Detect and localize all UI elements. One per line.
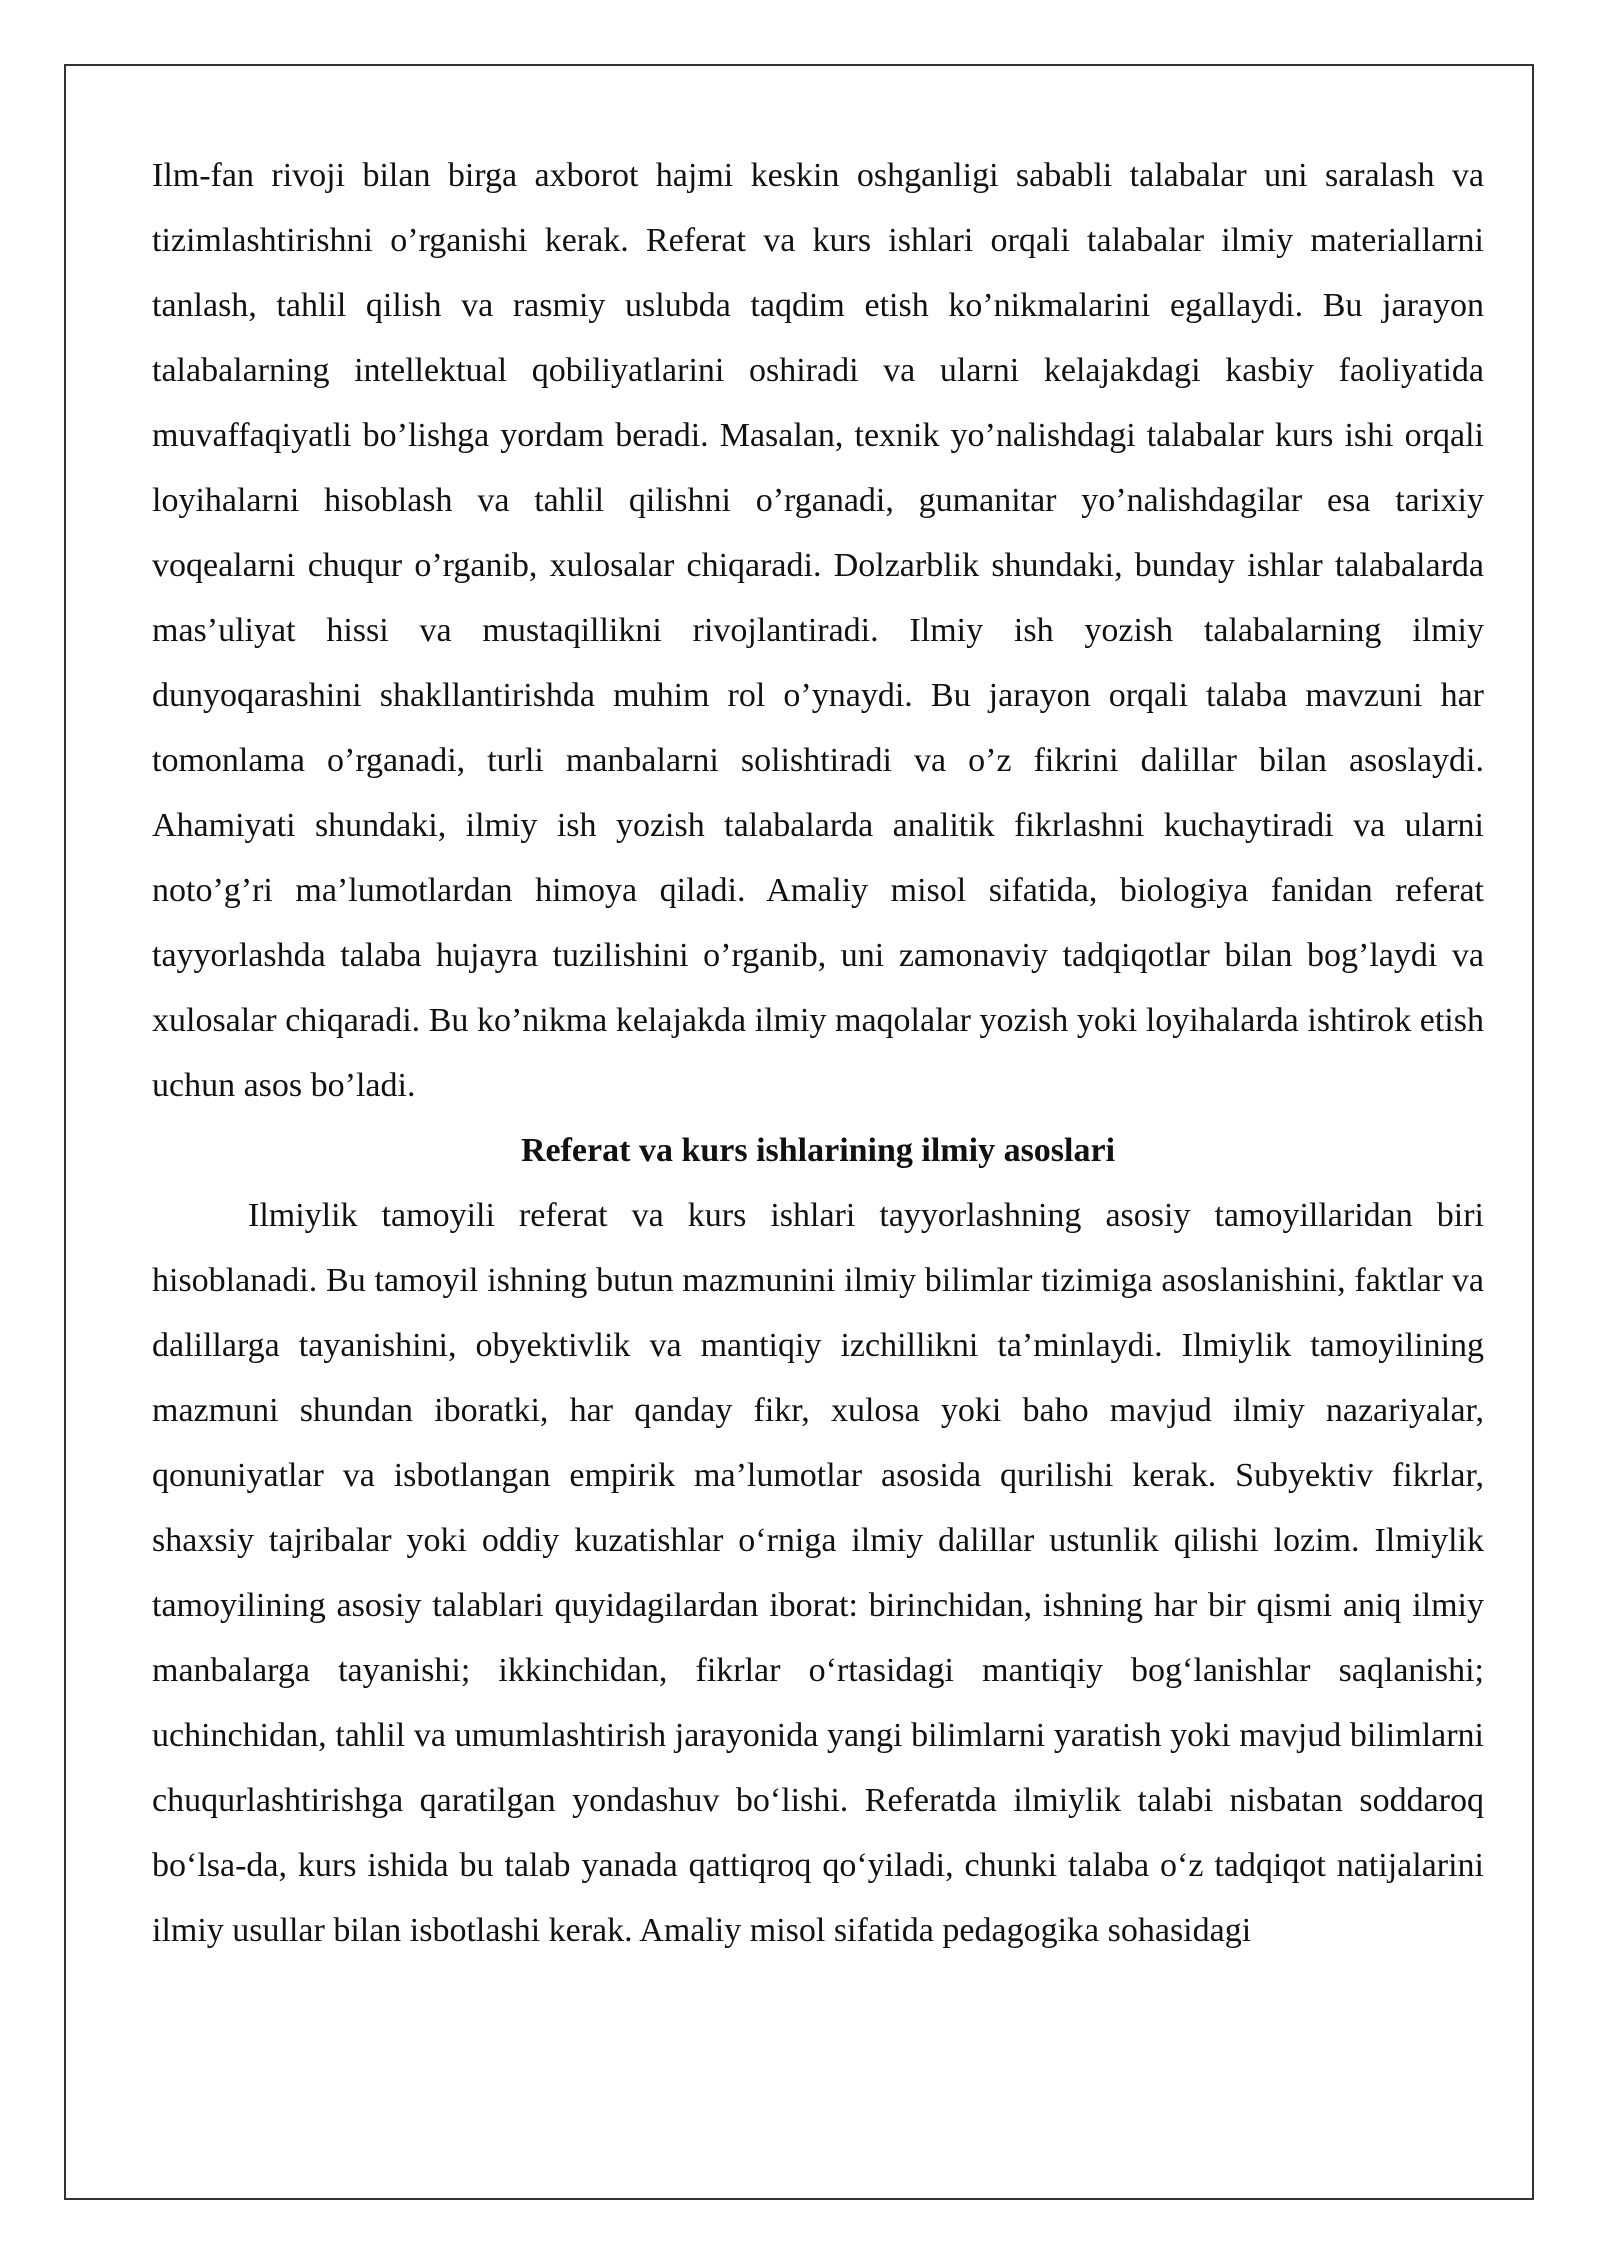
page-content: [152, 143, 1484, 1963]
body-paragraph-2: Ilmiylik tamoyili referat va kurs ishlari tayyorlashning asosiy tamoyillaridan biri hisoblanadi. Bu tamoyil ishning butun mazmunini ilmiy bilimlar tizimiga asoslanishini, faktlar va dalillarga tayanishini, obyektivlik va mantiqiy izchillikni ta’minlaydi. Ilmiylik tamoyilining mazmuni shundan iboratki, har qanday fikr, xulosa yoki baho mavjud ilmiy nazariyalar, qonuniyatlar va isbotlangan empirik ma’lumotlar asosida qurilishi kerak. Subyektiv fikrlar, shaxsiy tajribalar yoki oddiy kuzatishlar o‘rniga ilmiy dalillar ustunlik qilishi lozim. Ilmiylik tamoyilining asosiy talablari quyidagilardan iborat: birinchidan, ishning har bir qismi aniq ilmiy manbalarga tayanishi; ikkinchidan, fikrlar o‘rtasidagi mantiqiy bog‘lanishlar saqlanishi; uchinchidan, tahlil va umumlashtirish jarayonida yangi bilimlarni yaratish yoki mavjud bilimlarni chuqurlashtirishga qaratilgan yondashuv bo‘lishi. Referatda ilmiylik talabi nisbatan soddaroq bo‘lsa-da, kurs ishida bu talab yanada qattiqroq qo‘yiladi, chunki talaba o‘z tadqiqot natijalarini ilmiy usullar bilan isbotlashi kerak. Amaliy misol sifatida pedagogika sohasidagi: [152, 1197, 1484, 1949]
section-heading: Referat va kurs ishlarining ilmiy asoslari: [520, 1132, 1116, 1169]
body-paragraph-1: Ilm-fan rivoji bilan birga axborot hajmi keskin oshganligi sababli talabalar uni saralash va tizimlashtirishni o’rganishi kerak. Referat va kurs ishlari orqali talabalar ilmiy materiallarni tanlash, tahlil qilish va rasmiy uslubda taqdim etish ko’nikmalarini egallaydi. Bu jarayon talabalarning intellektual qobiliyatlarini oshiradi va ularni kelajakdagi kasbiy faoliyatida muvaffaqiyatli bo’lishga yordam beradi. Masalan, texnik yo’nalishdagi talabalar kurs ishi orqali loyihalarni hisoblash va tahlil qilishni o’rganadi, gumanitar yo’nalishdagilar esa tarixiy voqealarni chuqur o’rganib, xulosalar chiqaradi. Dolzarblik shundaki, bunday ishlar talabalarda mas’uliyat hissi va mustaqillikni rivojlantiradi. Ilmiy ish yozish talabalarning ilmiy dunyoqarashini shakllantirishda muhim rol o’ynaydi. Bu jarayon orqali talaba mavzuni har tomonlama o’rganadi, turli manbalarni solishtiradi va o’z fikrini dalillar bilan asoslaydi. Ahamiyati shundaki, ilmiy ish yozish talabalarda analitik fikrlashni kuchaytiradi va ularni noto’g’ri ma’lumotlardan himoya qiladi. Amaliy misol sifatida, biologiya fanidan referat tayyorlashda talaba hujayra tuzilishini o’rganib, uni zamonaviy tadqiqotlar bilan bog’laydi va xulosalar chiqaradi. Bu ko’nikma kelajakda ilmiy maqolalar yozish yoki loyihalarda ishtirok etish uchun asos bo’ladi.: [152, 157, 1484, 1104]
